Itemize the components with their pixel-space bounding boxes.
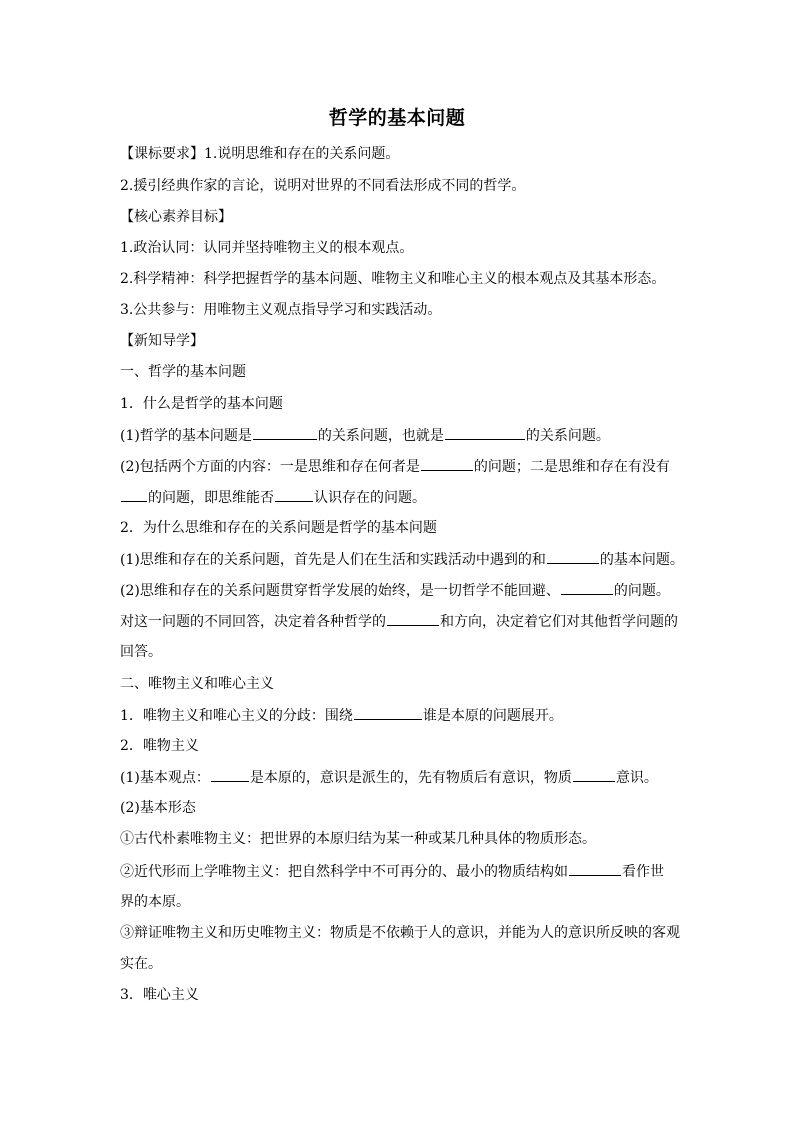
text-line: ③辩证唯物主义和历史唯物主义：物质是不依赖于人的意识，并能为人的意识所反映的客观 [120,925,680,941]
fill-in-line [120,580,690,601]
fill-in-line [120,456,690,477]
answer-blank [569,861,621,876]
text: 认识存在的问题。 [314,490,426,506]
text-line: 回答。 [120,644,162,660]
text: 和方向，决定着它们对其他哲学问题的 [440,614,678,630]
subsection-heading: 3．唯心主义 [120,987,199,1003]
text: 的基本问题。 [599,552,684,568]
text: 的问题。 [613,583,670,599]
text: 对这一问题的不同回答，决定着各种哲学的 [120,614,386,630]
subsection-heading: 二、唯物主义和唯心主义 [120,676,274,692]
text-line: (2)基本形态 [120,800,196,816]
answer-blank [445,425,525,440]
section-heading: 【核心素养目标】 [120,209,232,225]
subsection-heading: 2．唯物主义 [120,738,199,754]
text: 的关系问题，也就是 [317,428,444,444]
fill-in-line [120,861,690,882]
answer-blank [211,767,249,782]
text-line: 界的本原。 [120,894,190,910]
answer-blank [421,456,473,471]
text: (2)思维和存在的关系问题贯穿哲学发展的始终，是一切哲学不能回避、 [120,583,560,599]
answer-blank [253,425,317,440]
fill-in-line [120,705,690,726]
section-heading: 【新知导学】 [120,333,204,349]
text: 的关系问题。 [525,428,610,444]
section-heading: 【课标要求】 [120,146,204,162]
text: 的问题；二是思维和存在有没有 [473,459,670,475]
text-line: 3.公共参与：用唯物主义观点指导学习和实践活动。 [120,302,442,318]
fill-in-line [120,611,690,632]
text: (1)基本观点： [120,770,210,786]
text-line: 实在。 [120,956,162,972]
answer-blank [275,487,313,502]
answer-blank [547,549,599,564]
text: (1)思维和存在的关系问题，首先是人们在生活和实践活动中遇到的和 [120,552,546,568]
fill-in-line [120,487,690,508]
subsection-heading: 1．什么是哲学的基本问题 [120,396,283,412]
fill-in-line [120,549,690,570]
text: 1．唯物主义和唯心主义的分歧：围绕 [120,708,353,724]
text-line: 2.科学精神：科学把握哲学的基本问题、唯物主义和唯心主义的根本观点及其基本形态。 [120,271,666,287]
text-line: 1.政治认同：认同并坚持唯物主义的根本观点。 [120,240,414,256]
answer-blank [387,611,439,626]
text: 的问题，即思维能否 [148,490,274,506]
text: 谁是本原的问题展开。 [422,708,563,724]
answer-blank [561,580,613,595]
document-title: 哲学的基本问题 [328,107,466,129]
text: 是本原的，意识是派生的，先有物质后有意识，物质 [249,770,572,786]
text-line: 2.援引经典作家的言论，说明对世界的不同看法形成不同的哲学。 [120,178,526,194]
text: (2)包括两个方面的内容：一是思维和存在何者是 [120,459,420,475]
curriculum-requirement-line [120,144,690,164]
subsection-heading: 2．为什么思维和存在的关系问题是哲学的基本问题 [120,520,437,536]
answer-blank [121,487,147,502]
text: 看作世 [622,864,664,880]
text: ②近代形而上学唯物主义：把自然科学中不可再分的、最小的物质结构如 [120,864,568,880]
text: (1)哲学的基本问题是 [120,428,252,444]
text-line: ①古代朴素唯物主义：把世界的本原归结为某一种或某几种具体的物质形态。 [120,831,596,847]
text: 1.说明思维和存在的关系问题。 [204,146,400,162]
fill-in-line [120,425,690,446]
subsection-heading: 一、哲学的基本问题 [120,364,246,380]
fill-in-line [120,767,690,788]
answer-blank [354,705,422,720]
text: 意识。 [615,770,658,786]
answer-blank [573,767,615,782]
